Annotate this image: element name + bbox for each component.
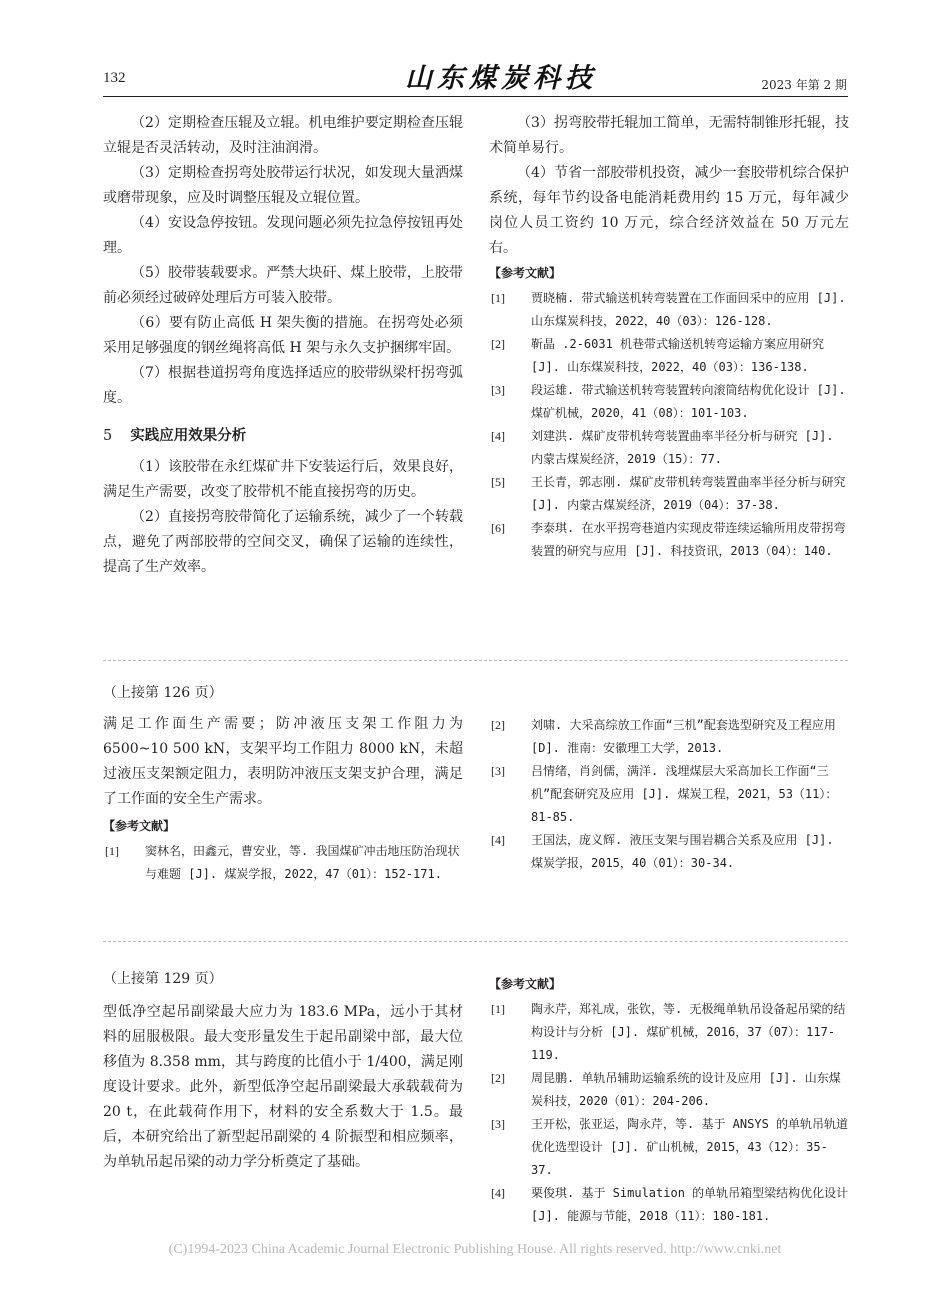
reference-text: 刘建洪. 煤矿皮带机转弯装置曲率半径分析与研究 [J]. 内蒙古煤炭经济，2019（15）：77. — [531, 429, 834, 466]
reference-number: [2] — [491, 337, 505, 351]
reference-text: 窦林名，田鑫元，曹安业，等. 我国煤矿冲击地压防治现状与难题 [J]. 煤炭学报，2022，47（01）：152-171. — [145, 844, 460, 881]
section-title: 实践应用效果分析 — [130, 427, 247, 444]
section-heading — [103, 423, 463, 449]
paragraph: （5）胶带装载要求。严禁大块矸、煤上胶带，上胶带前必须经过破碎处理后方可装入胶带。 — [103, 265, 463, 306]
paragraph: （2）定期检查压辊及立辊。机电维护要定期检查压辊立辊是否灵活转动，及时注油润滑。 — [103, 115, 463, 156]
reference-text: 王开松，张亚运，陶永芹，等. 基于 ANSYS 的单轨吊轨道优化选型设计 [J]. 矿山机械，2015，43（12）：35-37. — [531, 1117, 849, 1177]
reference-number: [4] — [491, 1186, 505, 1200]
reference-item — [103, 840, 463, 886]
paragraph: 型低净空起吊副梁最大应力为 183.6 MPa，远小于其材料的屈服极限。最大变形量发生于起吊副梁中部，最大位移值为 8.358 mm，其与跨度的比值小于 1/400，满足刚度设计要求。此外，新型低净空起吊副梁最大承载载荷为 20 t，在此载荷作用下，材料的安全系数大于 1.5。最后，本研究给出了新型起吊副梁的 4 阶振型和相应频率，为单轨吊起吊梁的动力学分析奠定了基础。 — [103, 1004, 463, 1170]
reference-item — [489, 760, 849, 829]
references-title: 【参考文献】 — [489, 977, 562, 991]
reference-number: [1] — [491, 291, 505, 305]
top-right-column — [489, 111, 849, 563]
reference-number: [3] — [491, 383, 505, 397]
paragraph: 满足工作面生产需要；防冲液压支架工作阻力为 6500~10 500 kN，支架平均工作阻力 8000 kN，未超过液压支架额定阻力，表明防冲液压支架支护合理，满足了工作面的安全生产需求。 — [103, 716, 463, 807]
section-divider — [103, 941, 848, 942]
paragraph: （7）根据巷道拐弯角度选择适应的胶带纵梁杆拐弯弧度。 — [103, 365, 463, 406]
reference-item — [489, 1113, 849, 1182]
reference-text: 王长青，郭志刚. 煤矿皮带机转弯装置曲率半径分析与研究 [J]. 内蒙古煤炭经济，2019（04）：37-38. — [531, 475, 846, 512]
paragraph: （4）节省一部胶带机投资，减少一套胶带机综合保护系统，每年节约设备电能消耗费用约 15 万元，每年减少岗位人员工资约 10 万元，综合经济效益在 50 万元左右。 — [489, 165, 849, 256]
references-title: 【参考文献】 — [489, 266, 562, 280]
reference-number: [1] — [105, 844, 119, 858]
copyright-footer: (C)1994-2023 China Academic Journal Electronic Publishing House. All rights reserved. http://www.cnki.net — [168, 1242, 782, 1257]
reference-number: [2] — [491, 718, 505, 732]
reference-number: [2] — [491, 1071, 505, 1085]
paragraph: （1）该胶带在永红煤矿井下安装运行后，效果良好，满足生产需要，改变了胶带机不能直接拐弯的历史。 — [103, 459, 463, 500]
top-left-column — [103, 111, 463, 580]
reference-item — [489, 714, 849, 760]
paragraph: （2）直接拐弯胶带简化了运输系统，减少了一个转载点，避免了两部胶带的空间交叉，确保了运输的连续性，提高了生产效率。 — [103, 509, 463, 575]
paragraph: （6）要有防止高低 H 架失衡的措施。在拐弯处必须采用足够强度的钢丝绳将高低 H 架与永久支护捆绑牢固。 — [103, 315, 463, 356]
reference-number: [1] — [491, 1002, 505, 1016]
reference-number: [3] — [491, 764, 505, 778]
bottom-right-column — [489, 972, 849, 1228]
issue-label: 2023 年第 2 期 — [761, 78, 847, 92]
reference-item — [489, 425, 849, 471]
paragraph: （3）定期检查拐弯处胶带运行状况，如发现大量洒煤或磨带现象，应及时调整压辊及立辊位置。 — [103, 165, 463, 206]
reference-item — [489, 1182, 849, 1228]
paragraph: （4）安设急停按钮。发现问题必须先拉急停按钮再处理。 — [103, 215, 463, 256]
header-rule — [103, 96, 848, 97]
reference-item — [489, 379, 849, 425]
reference-number: [5] — [491, 475, 505, 489]
reference-text: 吕情绪，肖剑儒，满洋. 浅埋煤层大采高加长工作面“三机”配套研究及应用 [J]. 煤炭工程，2021，53（11）：81-85. — [531, 764, 838, 824]
section-number: 5 — [103, 428, 113, 444]
reference-number: [4] — [491, 429, 505, 443]
reference-number: [3] — [491, 1117, 505, 1131]
paragraph: （3）拐弯胶带托辊加工简单，无需特制锥形托辊，技术简单易行。 — [489, 115, 849, 156]
bottom-left-column — [103, 968, 463, 1175]
reference-item — [489, 829, 849, 875]
journal-logo: 山东煤炭科技 — [405, 63, 597, 94]
reference-number: [4] — [491, 833, 505, 847]
continuation-note: （上接第 126 页） — [103, 685, 223, 701]
reference-item — [489, 333, 849, 379]
reference-text: 栗俊琪. 基于 Simulation 的单轨吊箱型梁结构优化设计 [J]. 能源与节能，2018（11）：180-181. — [531, 1186, 849, 1223]
section-divider — [103, 660, 848, 661]
references-title: 【参考文献】 — [103, 819, 176, 833]
middle-left-column — [103, 682, 463, 886]
reference-text: 贾晓楠. 带式输送机转弯装置在工作面回采中的应用 [J]. 山东煤炭科技，2022，40（03）：126-128. — [531, 291, 846, 328]
reference-text: 陶永芹，郑礼成，张钦，等. 无极绳单轨吊设备起吊梁的结构设计与分析 [J]. 煤矿机械，2016，37（07）：117-119. — [531, 1002, 846, 1062]
reference-text: 刘啸. 大采高综放工作面“三机”配套选型研究及工程应用 [D]. 淮南：安徽理工大学，2013. — [531, 718, 836, 755]
reference-text: 李泰琪. 在水平拐弯巷道内实现皮带连续运输所用皮带拐弯装置的研究与应用 [J]. 科技资讯，2013（04）：140. — [531, 521, 846, 558]
middle-right-column — [489, 714, 849, 875]
reference-text: 王国法，庞义辉. 液压支架与围岩耦合关系及应用 [J]. 煤炭学报，2015，40（01）：30-34. — [531, 833, 834, 870]
reference-item — [489, 517, 849, 563]
reference-text: 段运雄. 带式输送机转弯装置转向滚筒结构优化设计 [J]. 煤矿机械，2020，41（08）：101-103. — [531, 383, 846, 420]
reference-item — [489, 1067, 849, 1113]
reference-text: 靳晶 .2-6031 机巷带式输送机转弯运输方案应用研究 [J]. 山东煤炭科技，2022，40（03）：136-138. — [531, 337, 825, 374]
page-number: 132 — [103, 70, 126, 86]
reference-item — [489, 471, 849, 517]
reference-text: 周昆鹏. 单轨吊辅助运输系统的设计及应用 [J]. 山东煤炭科技，2020（01）：204-206. — [531, 1071, 841, 1108]
reference-item — [489, 998, 849, 1067]
continuation-note: （上接第 129 页） — [103, 971, 223, 987]
reference-number: [6] — [491, 521, 505, 535]
reference-item — [489, 287, 849, 333]
